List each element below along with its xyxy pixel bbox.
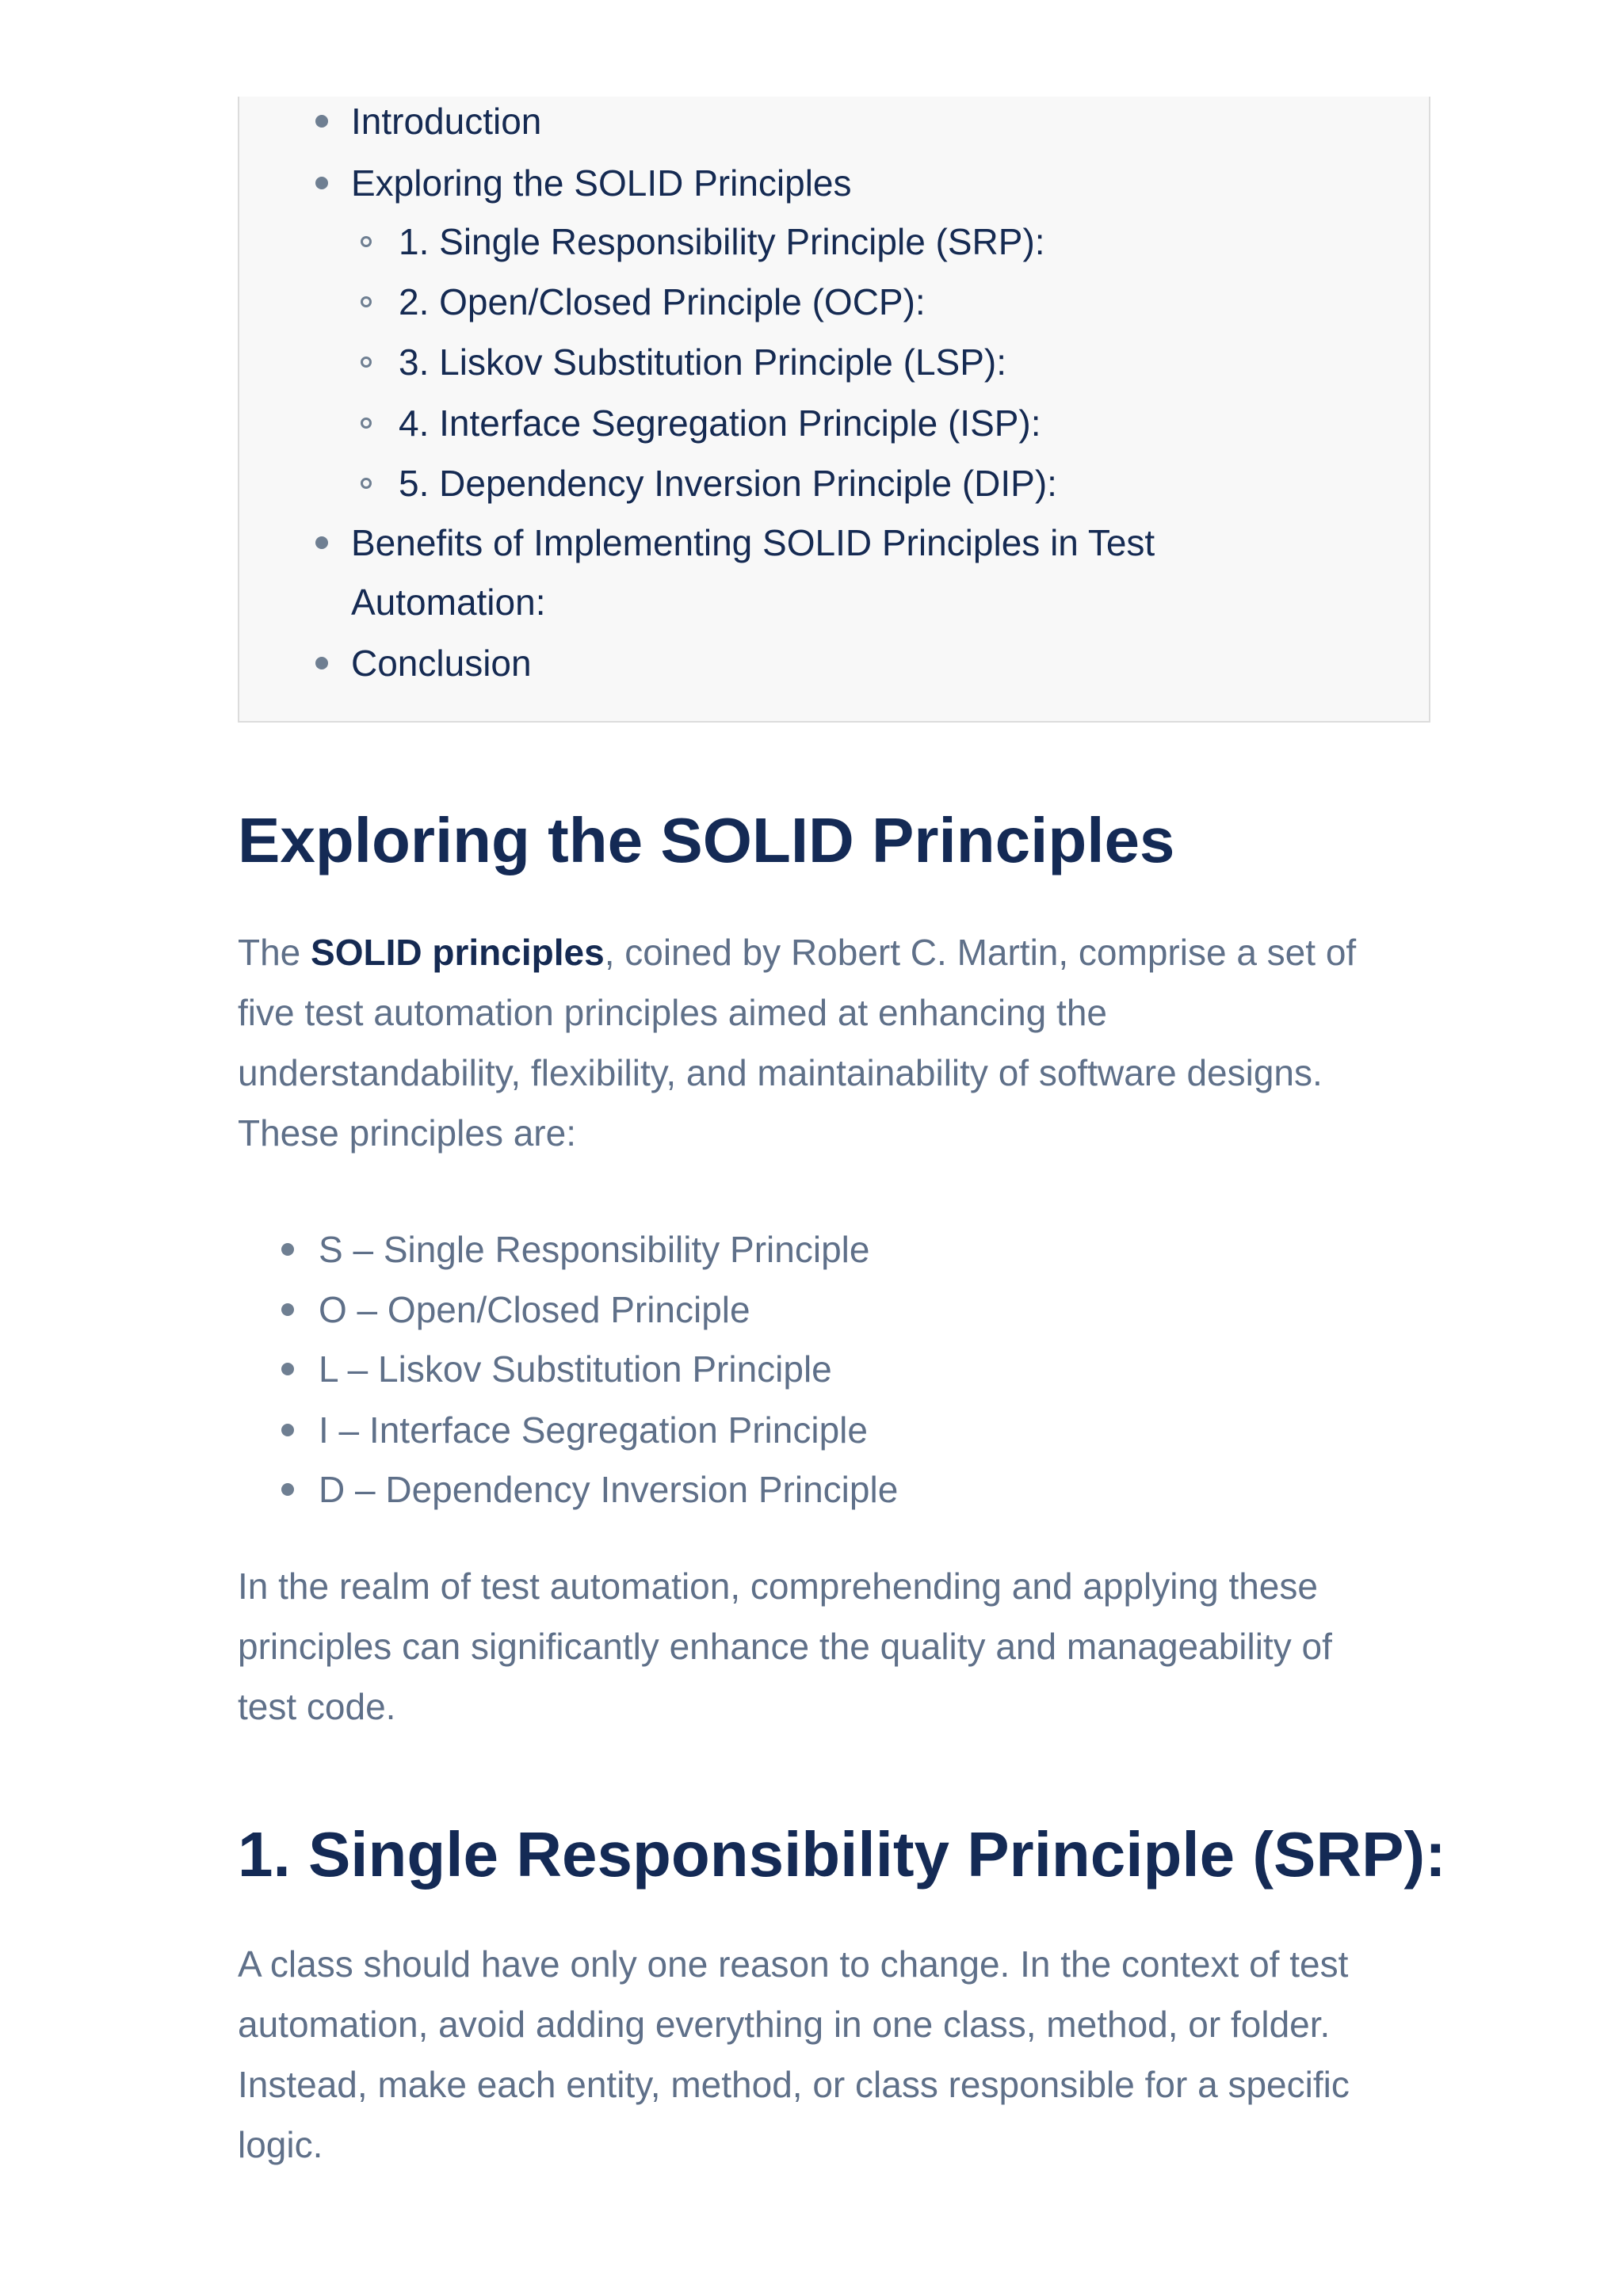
outro-line-3: test code. <box>238 1686 396 1727</box>
intro-line-3: understandability, flexibility, and maintainability of software designs. <box>238 1052 1323 1093</box>
toc-link-srp[interactable]: 1. Single Responsibility Principle (SRP): <box>399 221 1045 262</box>
toc-link-benefits-continued[interactable]: Automation: <box>351 582 546 623</box>
principle-o: O – Open/Closed Principle <box>319 1289 750 1330</box>
intro-line-4: These principles are: <box>238 1112 576 1154</box>
outro-line-1: In the realm of test automation, comprehending and applying these <box>238 1566 1318 1607</box>
bullet-circle-icon <box>361 236 372 247</box>
intro-line-1 <box>238 922 1442 982</box>
intro-paragraph <box>238 922 1442 1163</box>
toc-link-introduction[interactable]: Introduction <box>351 101 542 142</box>
srp-paragraph <box>238 1934 1442 2175</box>
bullet-disc-icon <box>281 1243 294 1256</box>
srp-line-1: A class should have only one reason to change. In the context of test <box>238 1943 1349 1985</box>
bullet-circle-icon <box>361 357 372 368</box>
principle-l: L – Liskov Substitution Principle <box>319 1348 832 1390</box>
intro-prefix: The <box>238 932 311 973</box>
intro-line-1-rest: , coined by Robert C. Martin, comprise a set of <box>604 932 1357 973</box>
solid-principles-bold: SOLID principles <box>311 932 605 973</box>
bullet-disc-icon <box>281 1363 294 1375</box>
bullet-disc-icon <box>315 177 328 189</box>
bullet-disc-icon <box>315 115 328 128</box>
toc-link-dip[interactable]: 5. Dependency Inversion Principle (DIP): <box>399 463 1057 504</box>
bullet-disc-icon <box>281 1483 294 1496</box>
section-heading-srp: 1. Single Responsibility Principle (SRP): <box>238 1819 1446 1890</box>
toc-link-ocp[interactable]: 2. Open/Closed Principle (OCP): <box>399 281 926 322</box>
bullet-disc-icon <box>281 1303 294 1316</box>
section-heading-exploring: Exploring the SOLID Principles <box>238 805 1175 875</box>
bullet-disc-icon <box>315 536 328 549</box>
bullet-circle-icon <box>361 296 372 307</box>
srp-line-4: logic. <box>238 2124 323 2165</box>
toc-link-lsp[interactable]: 3. Liskov Substitution Principle (LSP): <box>399 341 1007 383</box>
toc-link-conclusion[interactable]: Conclusion <box>351 643 532 684</box>
principle-i: I – Interface Segregation Principle <box>319 1409 868 1451</box>
toc-link-benefits[interactable]: Benefits of Implementing SOLID Principles in Test <box>351 522 1155 563</box>
bullet-circle-icon <box>361 418 372 429</box>
toc-link-isp[interactable]: 4. Interface Segregation Principle (ISP): <box>399 402 1041 444</box>
srp-line-2: automation, avoid adding everything in one class, method, or folder. <box>238 2004 1331 2045</box>
intro-line-2: five test automation principles aimed at enhancing the <box>238 992 1107 1033</box>
srp-line-3: Instead, make each entity, method, or class responsible for a specific <box>238 2064 1350 2105</box>
bullet-circle-icon <box>361 478 372 489</box>
principle-d: D – Dependency Inversion Principle <box>319 1469 899 1510</box>
toc-link-exploring-solid[interactable]: Exploring the SOLID Principles <box>351 162 852 204</box>
bullet-disc-icon <box>281 1424 294 1436</box>
outro-line-2: principles can significantly enhance the quality and manageability of <box>238 1626 1332 1667</box>
bullet-disc-icon <box>315 657 328 669</box>
outro-paragraph <box>238 1556 1442 1737</box>
principle-s: S – Single Responsibility Principle <box>319 1229 870 1270</box>
